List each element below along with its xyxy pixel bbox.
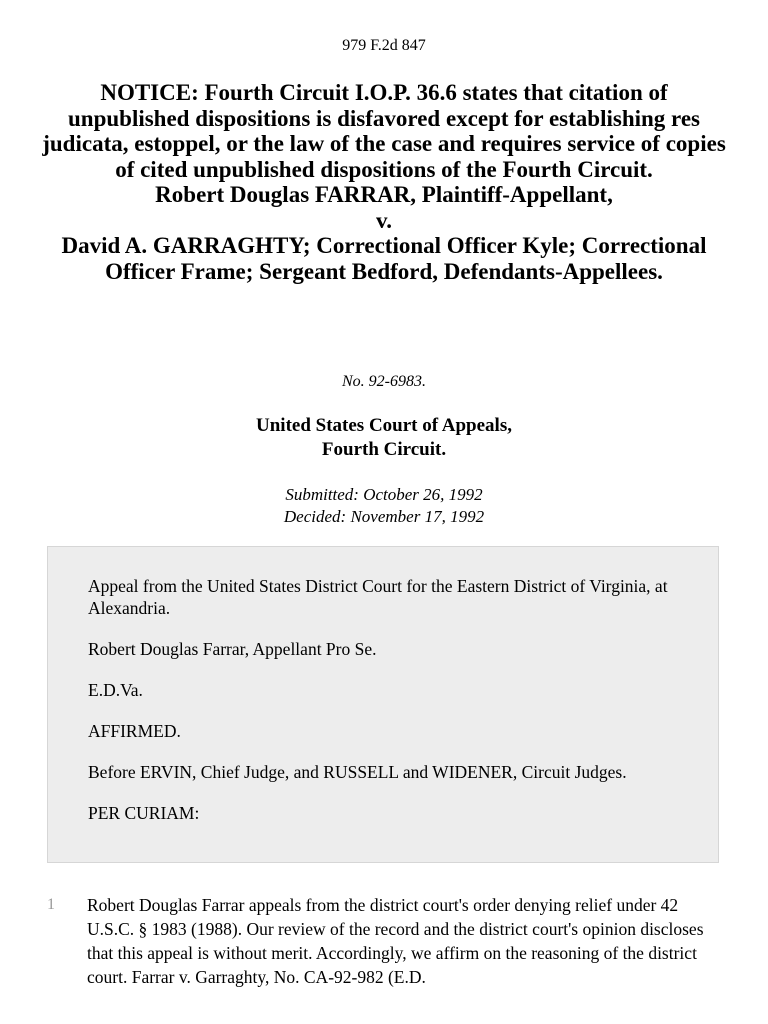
paragraph-text: Robert Douglas Farrar appeals from the district court's order denying relief under 42 U.S.C. § 1983 (1988). Our review of the record and the district court's opinion discloses that this appeal is without merit. Accordingly, we affirm on the reasoning of the district court. Farrar v. Garraghty, No. CA-92-982 (E.D. bbox=[87, 895, 704, 987]
district-text: E.D.Va. bbox=[88, 680, 143, 700]
panel-text: Before ERVIN, Chief Judge, and RUSSELL and WIDENER, Circuit Judges. bbox=[88, 762, 627, 782]
court-name-line2: Fourth Circuit. bbox=[321, 439, 447, 460]
counsel-text: Robert Douglas Farrar, Appellant Pro Se. bbox=[88, 639, 377, 659]
case-heading bbox=[40, 80, 728, 284]
author-text: PER CURIAM: bbox=[88, 803, 200, 823]
disposition-text: AFFIRMED. bbox=[88, 721, 181, 741]
case-dates bbox=[0, 484, 768, 528]
submitted-date: Submitted: October 26, 1992 bbox=[285, 485, 483, 504]
decided-date: Decided: November 17, 1992 bbox=[283, 507, 485, 526]
court-name bbox=[0, 414, 768, 462]
appeal-from-text: Appeal from the United States District Court for the Eastern District of Virginia, at Alexandria. bbox=[88, 576, 668, 618]
defendants-names: David A. GARRAGHTY; Correctional Officer Kyle; Correctional Officer Frame; Sergeant Bedford, Defendants-Appellees. bbox=[61, 233, 707, 284]
versus-text: v. bbox=[376, 207, 392, 233]
syllabus-box bbox=[47, 546, 719, 863]
notice-text: NOTICE: Fourth Circuit I.O.P. 36.6 states that citation of unpublished dispositions is disfavored except for establishing res judicata, estoppel, or the law of the case and requires service of copies of cited unpublished dispositions of the Fourth Circuit. bbox=[42, 80, 726, 182]
court-name-line1: United States Court of Appeals, bbox=[256, 415, 512, 436]
case-citation: 979 F.2d 847 bbox=[342, 37, 426, 54]
plaintiff-name: Robert Douglas FARRAR, Plaintiff-Appellant, bbox=[155, 182, 613, 207]
paragraph-number: 1 bbox=[47, 896, 55, 913]
docket-number: No. 92-6983. bbox=[342, 373, 426, 390]
